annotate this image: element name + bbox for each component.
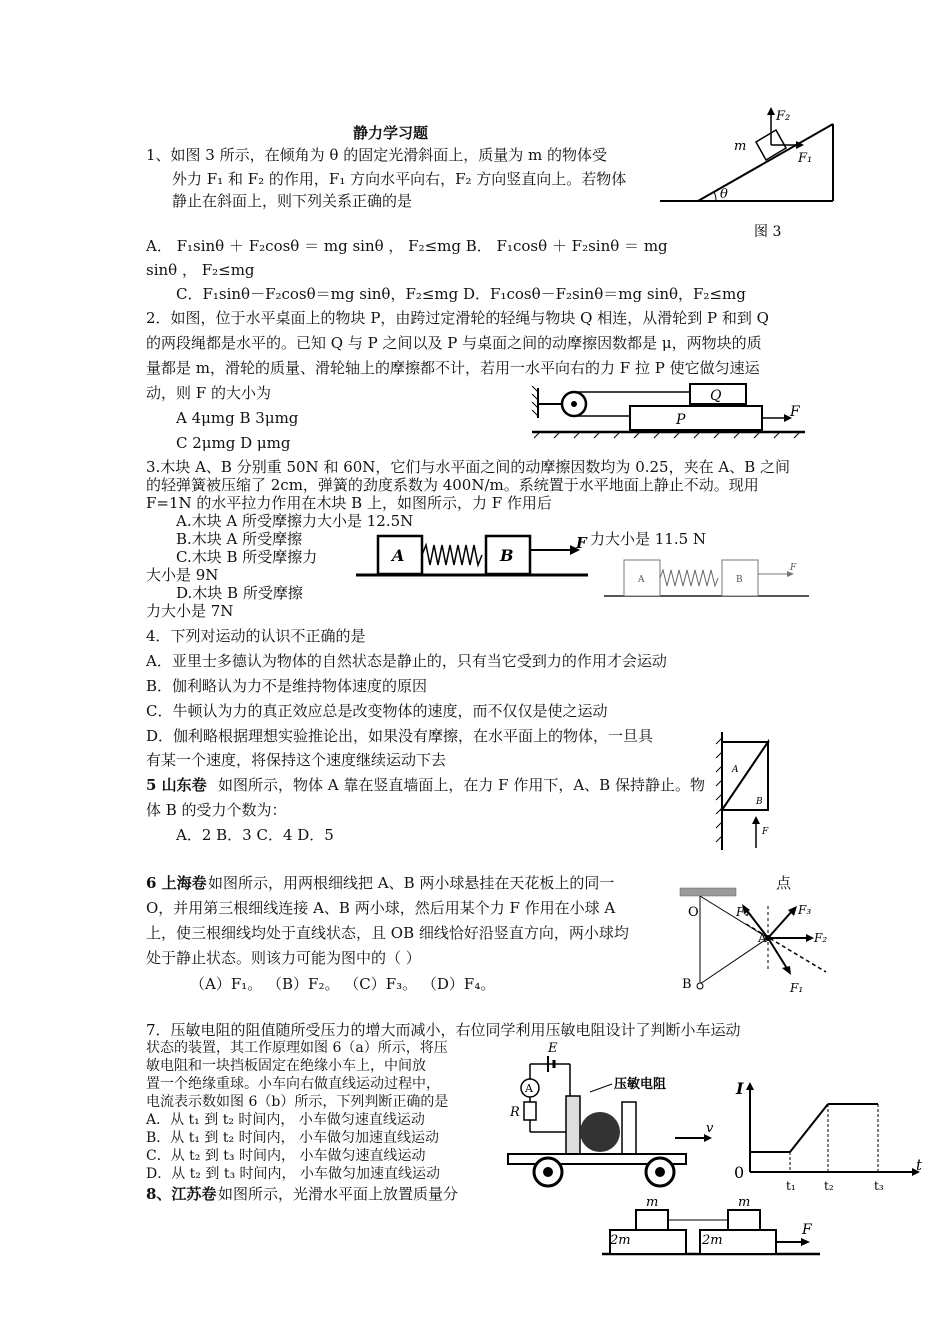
- q1-line-1: 1、如图 3 所示，在倾角为 θ 的固定光滑斜面上，质量为 m 的物体受: [146, 146, 607, 164]
- q1-fig-caption: 图 3: [754, 224, 782, 240]
- q1-line-3: 静止在斜面上，则下列关系正确的是: [172, 192, 413, 210]
- q3-line-3: F=1N 的水平拉力作用在木块 B 上，如图所示，力 F 作用后: [146, 494, 552, 512]
- q3-option-b: B.木块 A 所受摩擦: [176, 530, 303, 548]
- q5-fig-f: F: [762, 827, 769, 837]
- q6-line-1-end: 点: [776, 874, 792, 892]
- q3-option-c-cont: 大小是 9N: [146, 566, 219, 584]
- q6-fig-o: O: [688, 905, 699, 920]
- q3-small-fig-a: A: [638, 575, 645, 585]
- q5-label: 5 山东卷: [146, 776, 207, 794]
- q5-line-2: 体 B 的受力个数为：: [146, 801, 287, 819]
- q7-graph-t1: t₁: [786, 1179, 796, 1193]
- q7-graph-origin: 0: [734, 1163, 745, 1182]
- q6-fig-b: B: [682, 977, 692, 992]
- q6-fig-a: A: [758, 931, 767, 945]
- q5-fig-b: B: [756, 797, 763, 807]
- page-title: 静力学习题: [353, 124, 429, 142]
- q7-fig-ammeter: A: [525, 1082, 533, 1095]
- q1-incline-figure: [658, 104, 858, 244]
- q4-option-b: B．伽利略认为力不是维持物体速度的原因: [146, 677, 428, 695]
- q4-stem: 4．下列对运动的认识不正确的是: [146, 627, 366, 645]
- q2-line-1: 2．如图，位于水平桌面上的物块 P，由跨过定滑轮的轻绳与物块 Q 相连，从滑轮到 P 和到 Q: [146, 309, 769, 327]
- q3-option-d: D.木块 B 所受摩擦: [176, 584, 303, 602]
- q5-wall-figure: [706, 728, 776, 852]
- q7-option-d: D．从 t₂ 到 t₃ 时间内， 小车做匀加速直线运动: [146, 1166, 440, 1182]
- q6-fig-f2: F₂: [814, 931, 828, 945]
- q3-fig-f: F: [576, 534, 587, 552]
- q3-fig-a: A: [392, 546, 405, 565]
- q6-fig-f1: F₁: [790, 981, 804, 995]
- q3-option-a: A.木块 A 所受摩擦力大小是 12.5N: [176, 512, 414, 530]
- q1-fig-f1: F₁: [798, 151, 813, 166]
- q8-fig-m-left: m: [646, 1195, 659, 1210]
- q6-fig-f3: F₃: [798, 903, 812, 917]
- q3-small-fig-b: B: [736, 575, 743, 585]
- q8-fig-f: F: [802, 1222, 812, 1238]
- q6-options: （A）F₁。 （B）F₂。 （C）F₃。 （D）F₄。: [190, 975, 496, 993]
- q7-line-2: 敏电阻和一块挡板固定在绝缘小车上，中间放: [146, 1058, 426, 1074]
- q4-option-d-line-1: D．伽利略根据理想实验推论出，如果没有摩擦，在水平面上的物体，一旦具: [146, 727, 654, 745]
- q3-spring-figure-large: [356, 528, 592, 580]
- q8-fig-m-right: m: [738, 1195, 751, 1210]
- q3-line-2: 的轻弹簧被压缩了 2cm，弹簧的劲度系数为 400N/m。系统置于水平地面上静止不动。现用: [146, 476, 759, 494]
- q7-current-graph: [730, 1074, 925, 1198]
- q7-graph-t3: t₃: [874, 1179, 884, 1193]
- q6-fig-f4: F₄: [736, 905, 750, 919]
- q6-line-2: O，并用第三根细线连接 A、B 两小球，然后用某个力 F 作用在小球 A: [146, 899, 616, 917]
- q1-option-c-d: C．F₁sinθ－F₂cosθ＝mg sinθ，F₂≤mg D．F₁cosθ－F₂sinθ＝mg sinθ，F₂≤mg: [176, 285, 746, 303]
- q3-option-b-cont: 力大小是 11.5 N: [590, 530, 707, 548]
- q8-fig-2m-left: 2m: [610, 1233, 631, 1248]
- q2-line-3: 量都是 m，滑轮的质量、滑轮轴上的摩擦都不计，若用一水平向右的力 F 拉 P 使它做匀速运: [146, 359, 760, 377]
- q1-fig-m: m: [734, 139, 747, 154]
- q6-label: 6 上海卷: [146, 874, 207, 892]
- q6-line-3: 上，使三根细线均处于直线状态，且 OB 细线恰好沿竖直方向，两小球均: [146, 924, 629, 942]
- q7-fig-e: E: [548, 1041, 558, 1056]
- q1-fig-theta: θ: [720, 187, 728, 202]
- q1-fig-f2: F₂: [776, 109, 791, 124]
- q5-fig-a: A: [732, 765, 739, 775]
- q3-option-d-cont: 力大小是 7N: [146, 602, 234, 620]
- q7-fig-r: R: [510, 1105, 520, 1120]
- q7-option-b: B．从 t₁ 到 t₂ 时间内， 小车做匀加速直线运动: [146, 1130, 440, 1146]
- q3-fig-b: B: [500, 546, 514, 565]
- q7-graph-t-label: t: [916, 1156, 923, 1174]
- q2-line-2: 的两段绳都是水平的。已知 Q 与 P 之间以及 P 与桌面之间的动摩擦因数都是 μ，两物块的质: [146, 334, 762, 352]
- q7-graph-t2: t₂: [824, 1179, 834, 1193]
- q2-fig-p: P: [676, 412, 686, 428]
- q5-line-1: 如图所示，物体 A 靠在竖直墙面上，在力 F 作用下，A、B 保持静止。物: [218, 776, 705, 794]
- q7-graph-i-label: I: [736, 1079, 744, 1098]
- q6-balls-figure: [678, 886, 838, 994]
- q2-pulley-figure: [530, 378, 810, 440]
- q7-line-3: 置一个绝缘重球。小车向右做直线运动过程中，: [146, 1076, 440, 1092]
- q6-line-1: 如图所示，用两根细线把 A、B 两小球悬挂在天花板上的同一: [208, 874, 615, 892]
- q4-option-c: C．牛顿认为力的真正效应总是改变物体的速度，而不仅仅是使之运动: [146, 702, 608, 720]
- q7-cart-figure: [500, 1040, 725, 1190]
- q1-line-2: 外力 F₁ 和 F₂ 的作用，F₁ 方向水平向右，F₂ 方向竖直向上。若物体: [172, 170, 627, 188]
- q3-spring-figure-small: [604, 552, 814, 600]
- q2-fig-q: Q: [710, 388, 722, 404]
- q3-option-c: C.木块 B 所受摩擦力: [176, 548, 318, 566]
- q7-option-c: C．从 t₂ 到 t₃ 时间内， 小车做匀速直线运动: [146, 1148, 426, 1164]
- q8-blocks-figure: [600, 1196, 825, 1262]
- q8-line-1: 如图所示，光滑水平面上放置质量分: [218, 1185, 459, 1203]
- q7-fig-sensor-label: 压敏电阻: [614, 1077, 667, 1092]
- q4-option-a: A．亚里士多德认为物体的自然状态是静止的，只有当它受到力的作用才会运动: [146, 652, 667, 670]
- q7-line-0: 7．压敏电阻的阻值随所受压力的增大而减小，右位同学利用压敏电阻设计了判断小车运动: [146, 1021, 741, 1039]
- q2-options-ab: A 4μmg B 3μmg: [176, 409, 299, 427]
- q8-fig-2m-right: 2m: [702, 1233, 723, 1248]
- q3-line-1: 3.木块 A、B 分别重 50N 和 60N，它们与水平面之间的动摩擦因数均为 0.25，夹在 A、B 之间: [146, 458, 790, 476]
- q7-line-4: 电流表示数如图 6（b）所示，下列判断正确的是: [146, 1094, 449, 1110]
- q5-options: A．2 B．3 C．4 D．5: [176, 826, 334, 844]
- q2-fig-f: F: [790, 404, 800, 420]
- q3-small-fig-f: F: [790, 563, 797, 573]
- q6-line-4: 处于静止状态。则该力可能为图中的（ ）: [146, 949, 421, 967]
- q8-label: 8、江苏卷: [146, 1185, 217, 1203]
- q2-line-4: 动，则 F 的大小为: [146, 384, 271, 402]
- q4-option-d-line-2: 有某一个速度，将保持这个速度继续运动下去: [146, 751, 447, 769]
- q2-options-cd: C 2μmg D μmg: [176, 434, 291, 452]
- q7-line-1: 状态的装置，其工作原理如图 6（a）所示，将压: [146, 1040, 448, 1056]
- q1-option-b-cont: sinθ ， F₂≤mg: [146, 261, 255, 279]
- q7-fig-v: v: [706, 1121, 714, 1136]
- q1-option-a-b: A． F₁sinθ ＋ F₂cosθ ＝ mg sinθ ， F₂≤mg B． F₁cosθ ＋ F₂sinθ ＝ mg: [146, 237, 668, 255]
- q7-option-a: A．从 t₁ 到 t₂ 时间内， 小车做匀速直线运动: [146, 1112, 425, 1128]
